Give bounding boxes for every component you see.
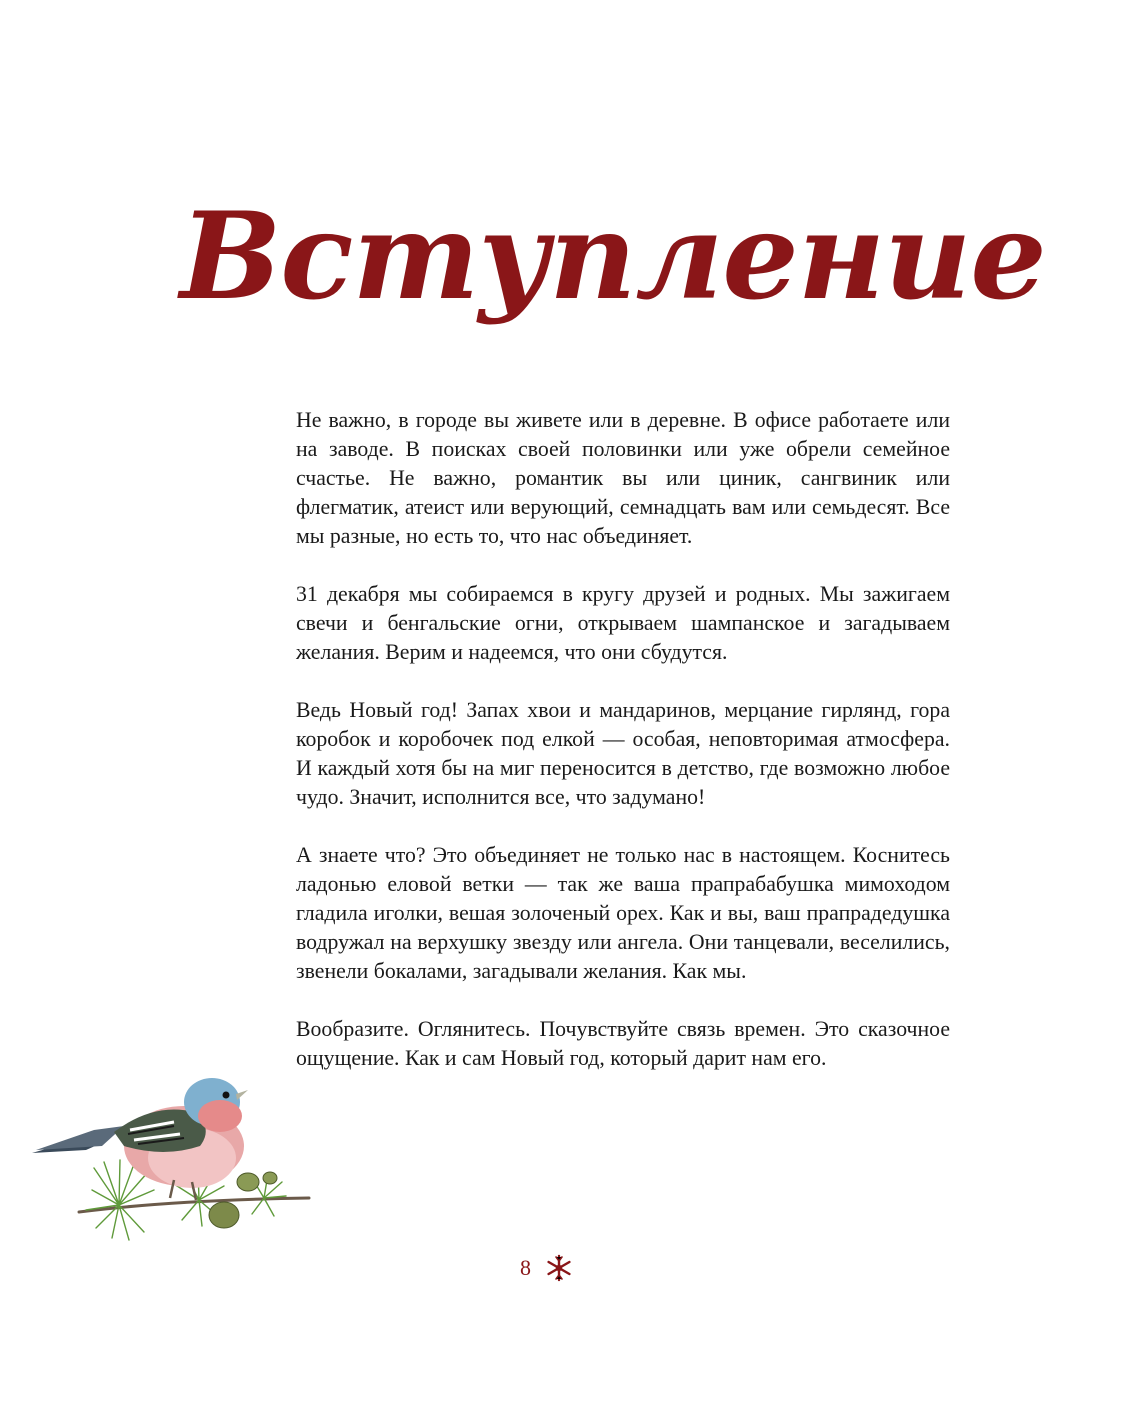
paragraph-2: 31 декабря мы собираемся в кругу друзей и родных. Мы зажигаем свечи и бенгальские огни, открываем шампанское и загадываем желания. Верим и надеемся, что они сбудутся. (296, 582, 950, 664)
page-footer (520, 1250, 610, 1286)
chaffinch-illustration-icon (24, 1050, 324, 1250)
page-number: 8 (520, 1255, 531, 1280)
snowflake-icon (545, 1254, 573, 1282)
paragraph-3: Ведь Новый год! Запах хвои и мандаринов, мерцание гирлянд, гора коробок и коробочек под елкой — особая, неповторимая атмосфера. И каждый хотя бы на миг переносится в детство, где возможно любое чудо. Значит, исполнится все, что задумано! (296, 698, 950, 809)
paragraph-4: А знаете что? Это объединяет не только нас в настоящем. Коснитесь ладонью еловой ветки — так же ваша прапрабабушка мимоходом гладила иголки, вешая золоченый орех. Как и вы, ваш прапрадедушка водружал на верхушку звезду или ангела. Они танцевали, веселились, звенели бокалами, загадывали желания. Как мы. (296, 843, 950, 983)
paragraph-5: Вообразите. Оглянитесь. Почувствуйте связь времен. Это сказочное ощущение. Как и сам Новый год, который дарит нам его. (296, 1017, 950, 1070)
paragraph-1: Не важно, в городе вы живете или в деревне. В офисе работаете или на заводе. В поисках своей половинки или уже обрели семейное счастье. Не важно, романтик вы или циник, сангвиник или флегматик, атеист или верующий, семнадцать вам или семьдесят. Все мы разные, но есть то, что нас объединяет. (296, 408, 950, 548)
body-text (296, 406, 950, 1102)
chapter-title: Вступление (180, 186, 1046, 327)
